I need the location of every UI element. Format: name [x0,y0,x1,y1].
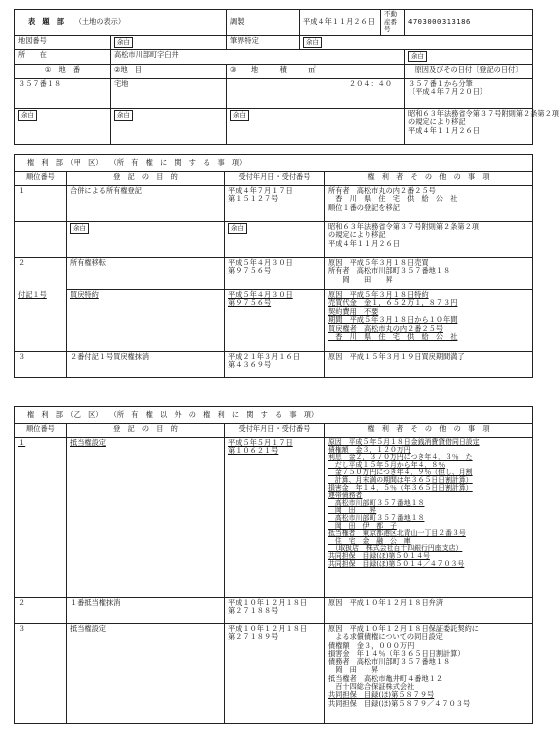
col-chimoku: ②地 目 [111,64,227,78]
kouku-title: 権 利 部 （甲 区） （所 有 権 に 関 す る 事 項） [15,155,533,172]
kenri-line: 共同担保 目録(ほ)第５８７９号 [328,690,435,700]
otsuku-row3-jun: ３ [15,624,67,724]
kouku-row4-jun-cell [15,290,67,352]
otsuku-row2-kenri: 原因 平成１０年１２月１８日弁済 [325,598,533,624]
kouku-row2-mokuteki: 余白 [70,223,89,234]
kenri-line: 抵当権者 東京都港区北青山一丁目２番３号 [328,529,466,538]
hyodai-title: 表 題 部 [28,17,64,27]
kenri-line: 損害金 年１４．５％（年３６５日日割計算） [328,483,473,492]
kenri-line: 昭和６３年法務省令第３７号附則第２条第２項 [328,222,479,231]
kenri-line: 原因 平成５年３月１８日売買 [328,258,429,267]
genin-line: の規定により移記 [408,117,466,127]
row2-chiban-cell [15,108,111,144]
kouku-row2-kenri [325,222,533,258]
kouku-row5-uketsuke [225,352,325,378]
uketsuke-line: 平成１０年１２月１８日 [228,598,308,607]
row2-chiseki-cell [227,108,405,144]
kenri-line: 住 宅 金 融 公 庫 [328,536,411,545]
row2-chiban: 余白 [18,110,37,121]
kenri-line: 共同担保 目録(ほ)第５８７９／４７０３号 [328,698,471,708]
otsuku-row1-mokuteki: 抵当権設定 [70,438,106,447]
uketsuke-line: 平成２１年３月１６日 [228,352,300,361]
kenri-line: 岡 田 昇 [328,274,393,284]
shozai-label: 所 在 [15,49,111,64]
uketsuke-line: 第２７１８９号 [228,632,279,642]
kouku-col-uketsuke: 受付年月日・受付番号 [225,172,325,186]
hitsukai-label: 筆界特定 [227,35,300,49]
kenri-line: 利息 金２，３７０万円につき年４．３％ た [328,453,473,462]
kenri-line: 岡 田 昇 [328,665,379,675]
chizu-cell [111,35,227,49]
kouku-col-kenri: 権 利 者 そ の 他 の 事 項 [325,172,533,186]
uketsuke-line: 第１０６２１号 [228,446,279,456]
otsuku-col-jun: 順位番号 [15,424,67,438]
kouku-row1-kenri [325,186,533,222]
otsuku-col-mokuteki: 登 記 の 目 的 [67,424,225,438]
uketsuke-line: 平成５年４月３０日 [228,258,293,267]
genin-line: ３５７番１から分筆 [408,78,473,88]
kouku-row1-jun: １ [15,186,67,222]
kouku-row4-mokuteki-cell [67,290,225,352]
hyodai-header [15,10,227,36]
chosei-cell [227,10,300,36]
kenri-line: 岡 田 昇 [328,506,377,515]
kouku-row4-uketsuke [225,290,325,352]
kouku-row3-uketsuke [225,258,325,290]
kenri-line: 百十四総合保証株式会社 [328,681,415,691]
uketsuke-line: 第１５１２７号 [228,194,279,204]
kouku-table [14,154,533,378]
shozai-extra: 余白 [408,51,427,62]
kenri-line: 契約費用 不要 [328,306,379,316]
otsuku-row2-uketsuke [225,598,325,624]
uketsuke-line: 第９７５６号 [228,298,272,308]
otsuku-col-kenri: 権 利 者 そ の 他 の 事 項 [325,424,533,438]
kenri-line: の規定により移記 [328,230,386,240]
hitsukai-cell [300,35,533,49]
kenri-line: 原因 平成５年５月１８日金銭消費貸借同日設定 [328,438,480,446]
uketsuke-line: 第９７５６号 [228,266,272,276]
kouku-row3-kenri [325,258,533,290]
kouku-row4-jun: 付記１号 [18,289,47,299]
otsuku-row2-mokuteki: １番抵当権抹消 [67,598,225,624]
kenri-line: 原因 平成１０年１２月１８日保証委託契約に [328,624,479,633]
genin-line: 〔平成４年７月２０日〕 [408,87,488,97]
otsuku-table [14,406,533,724]
uketsuke-line: 平成４年７月１７日 [228,186,293,195]
kenri-line: 岡 田 伊 都 子 [328,521,397,530]
kenri-line: 計算、月末満の期間は年３６５日日割計算） [328,475,473,484]
kouku-row5-mokuteki: ２番付記１号買戻権抹消 [67,352,225,378]
otsuku-row2-jun: ２ [15,598,67,624]
kenri-line: 高松市川部町３５７番地１８ [328,498,425,507]
genin-line: 昭和６３年法務省令第３７号附則第２条第２項 [408,108,559,118]
otsuku-row1-uketsuke [225,438,325,598]
kenri-line: 売買代金 金１，６５２万１，８７３円 [328,298,458,308]
kenri-line: 金７５０万円につき年４．９％（但し、月割 [328,468,473,477]
fudosan-label: 不動産番号 [381,10,405,36]
hyodai-subtitle: （土地の表示） [78,17,126,27]
row2-chimoku: 余白 [114,110,133,121]
kouku-row1-uketsuke [225,186,325,222]
kenri-line: 債権額 金３，０００万円 [328,640,415,650]
otsuku-row3-kenri [325,624,533,724]
hyodai-table [14,9,559,145]
kenri-line: 抵当権者 高松市亀井町４番地１２ [328,673,444,683]
row1-genin [405,78,533,108]
kouku-row2-uketsuke: 余白 [228,223,247,234]
col-genin: 原因及びその日付〔登記の日付〕 [405,64,533,78]
uketsuke-line: 第４３６９号 [228,360,272,370]
otsuku-col-uketsuke: 受付年月日・受付番号 [225,424,325,438]
kenri-line: 共同担保 目録(ほ)第５０１４／４７０３号 [328,559,465,568]
genin-line: 平成４年１１月２６日 [408,125,480,135]
chizu-value: 余白 [114,37,133,48]
kenri-line: 債権額 金３，１２０万円 [328,445,411,454]
kouku-row3-jun: ２ [15,258,67,290]
kouku-row2-mokuteki-cell [67,222,225,258]
chizu-label: 地図番号 [15,35,111,49]
kouku-row4-kenri [325,290,533,352]
kouku-row4-mokuteki: 買戻特約 [70,290,99,299]
row2-chiseki: 余白 [230,110,249,121]
col-chiban: ① 地 番 [15,64,111,78]
kouku-row2-jun [15,222,67,258]
kenri-line: 香 川 県 住 宅 供 給 公 社 [328,332,458,342]
chosei-label: 調製 [230,17,245,27]
kenri-line: 平成４年１１月２６日 [328,238,400,248]
kenri-line: 連帯債務者 [328,491,363,500]
shozai-extra-cell [405,49,533,64]
uketsuke-line: 第２７１８８号 [228,606,279,616]
shozai-value: 高松市川部町字臼井 [111,49,405,64]
otsuku-row1-jun-cell [15,438,67,598]
otsuku-row1-kenri [325,438,533,598]
hitsukai-value: 余白 [303,37,322,48]
kouku-row5-kenri: 原因 平成１５年３月１９日買戻期間満了 [325,352,533,378]
kenri-line: 買戻権者 高松市丸の内２番２５号 [328,323,444,333]
kouku-row3-mokuteki: 所有権移転 [67,258,225,290]
row1-chiseki: ２０４：４０ [227,78,405,108]
kenri-line: 所有者 高松市川部町３５７番地１８ [328,266,451,276]
kouku-row1-mokuteki: 合併による所有権登記 [67,186,225,222]
kenri-line: 共同担保 目録(ほ)第５０１４号 [328,551,430,560]
kenri-line: 高松市川部町３５７番地１８ [328,513,425,522]
kouku-col-mokuteki: 登 記 の 目 的 [67,172,225,186]
otsuku-row3-mokuteki: 抵当権設定 [67,624,225,724]
otsuku-title: 権 利 部 （乙 区） （所 有 権 以 外 の 権 利 に 関 す る 事 項） [15,407,533,424]
kenri-line: 香 川 県 住 宅 供 給 公 社 [328,194,458,204]
kenri-line: 期間 平成５年３月１８日から１０年間 [328,315,458,325]
row2-chimoku-cell [111,108,227,144]
kouku-row5-jun: ３ [15,352,67,378]
kouku-col-jun: 順位番号 [15,172,67,186]
uketsuke-line: 平成５年４月３０日 [228,290,293,299]
uketsuke-line: 平成５年５月１７日 [228,438,293,447]
otsuku-row1-jun: １ [18,438,26,447]
row1-chiban: ３５７番１８ [15,78,111,108]
row1-chimoku: 宅地 [111,78,227,108]
kenri-line: 原因 平成５年３月１８日特約 [328,290,429,299]
kenri-line: 債務者 高松市川部町３５７番地１８ [328,657,451,667]
otsuku-row3-uketsuke [225,624,325,724]
kenri-line: 所有者 高松市丸の内２番２５号 [328,186,436,195]
kenri-line: 損害金 年１４％（年３６５日日割計算） [328,648,465,658]
chosei-value: 平成４年１１月２６日 [300,10,381,36]
kenri-line: だし平成１５年５月から年４．８％ [328,460,446,469]
kenri-line: 順位１番の登記を移記 [328,202,400,212]
uketsuke-line: 平成１０年１２月１８日 [228,624,308,633]
kenri-line: よる求償債権についての同日設定 [328,632,443,642]
row2-genin [405,108,559,144]
col-chiseki: ③ 地 積 ㎡ [227,64,405,78]
fudosan-value: 4703000313186 [405,10,533,36]
otsuku-row1-mokuteki-cell [67,438,225,598]
kouku-row2-uketsuke-cell [225,222,325,258]
kenri-line: （取扱店 株式会社百十四銀行円座支店） [328,544,463,553]
